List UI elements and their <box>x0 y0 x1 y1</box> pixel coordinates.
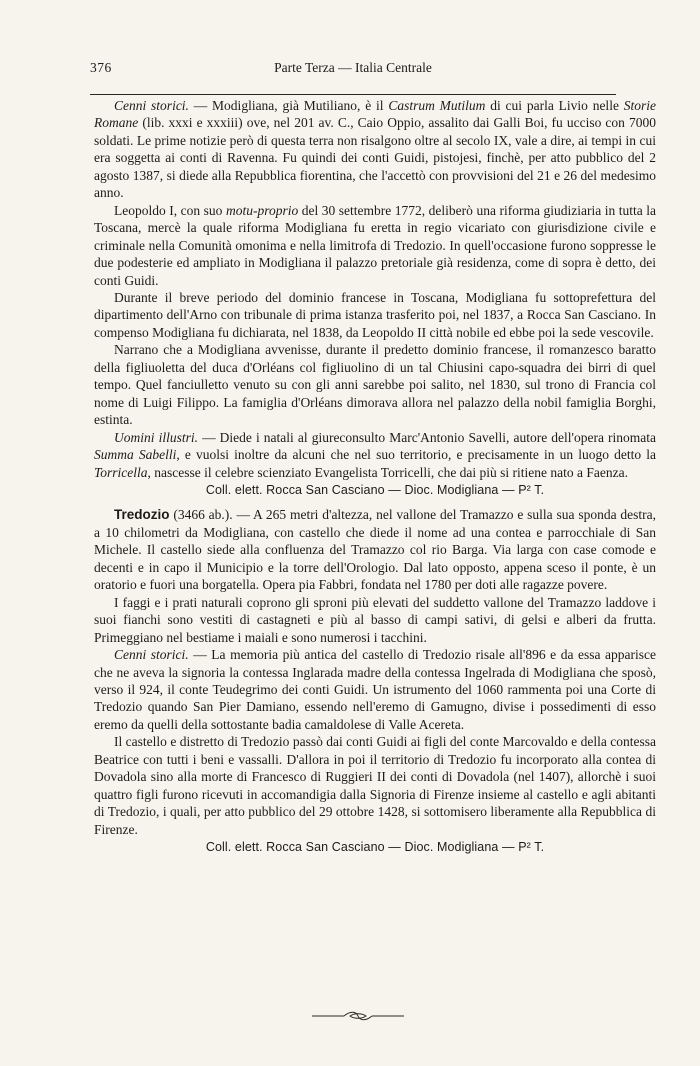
end-ornament-icon <box>310 1010 406 1022</box>
tredozio-cenni-storici: Cenni storici. — La memoria più antica del castello di Tredozio risale all'896 e da essa apparisce che ne aveva la signoria la contessa Inglarada madre della contessa Ingelrada di Modigliana che sposò, verso il 924, il conte Teudegrimo dei conti Guidi. Un istrumento del 1060 rammenta poi una Corte di Tredozio quando San Pier Damiano, essendo nell'eremo di Gamugno, divise i possedimenti di esso eremo da quelli della sottostante badia camaldolese di Valle Acereta. <box>94 647 656 732</box>
section-label: Cenni storici. <box>114 98 189 113</box>
entry-heading: Tredozio <box>114 507 170 523</box>
modigliana-collegio-line: Coll. elett. Rocca San Casciano — Dioc. Modigliana — P² T. <box>205 482 545 497</box>
section-label: Cenni storici. <box>114 647 189 663</box>
tredozio-faggi: I faggi e i prati naturali coprono gli sproni più elevati del suddetto vallone del Tramazzo laddove i suoi fianchi sono vestiti di castagneti e più al basso di campi sativi, di gelsi e alberi da frutta. Primeggiano nel bestiame i maiali e sono numerosi i tacchini. <box>94 594 656 645</box>
page-number: 376 <box>90 60 112 75</box>
header-rule <box>90 94 616 95</box>
section-label: Uomini illustri. <box>114 429 198 445</box>
modigliana-cenni-storici: Cenni storici. — Modigliana, già Mutiliano, è il Castrum Mutilum di cui parla Livio nelle Storie Romane (lib. xxxi e xxxiii) ove, nel 201 av. C., Caio Oppio, assalito dai Galli Boi, fu ucciso con 7000 soldati. Le prime notizie però di questa terra non risalgono oltre al secolo IX, vale a dire, ai tempi in cui era soggetta ai conti di Ravenna. Fu quindi dei conti Guidi, pistojesi, finchè, per atto pubblico del 2 agosto 1387, si diede alla Repubblica fiorentina, che l'accettò con provvisioni del 21 e 26 del medesimo anno. <box>94 98 656 201</box>
modigliana-baratto: Narrano che a Modigliana avvenisse, durante il predetto dominio francese, il romanzesco baratto della figliuoletta del duca d'Orléans col figliuolino di un tal Chiusini capo-squadra dei birri di quel tempo. Quel fanciulletto venuto su con gli anni sarebbe poi salito, nel 1830, sul trono di Francia col nome di Luigi Filippo. La famiglia d'Orléans dimorava allora nel palazzo della nobil famiglia Borghi, estinta. <box>94 342 656 428</box>
modigliana-dominio-francese: Durante il breve periodo del dominio francese in Toscana, Modigliana fu sottoprefettura del dipartimento dell'Arno con tribunale di prima istanza trasferito poi, nel 1837, a Rocca San Casciano. In compenso Modigliana fu dichiarata, nel 1838, da Leopoldo II città nobile ed ebbe poi la sede vescovile. <box>94 289 656 340</box>
tredozio-entry: Tredozio (3466 ab.). — A 265 metri d'altezza, nel vallone del Tramazzo e sulla sua sponda destra, a 10 chilometri da Modigliana, con castello che diede il nome ad una contea e parrocchiale di San Michele. Il castello siede alla confluenza del Tramazzo col rio Barga. Via larga con case comode e decenti e in capo il Municipio e la torre dell'Orologio. Dal lato opposto, appena sceso il ponte, è un oratorio e fuori una borgatella. Opera pia Fabbri, fondata nel 1780 per doti alle ragazze povere. <box>94 507 656 593</box>
modigliana-uomini-illustri: Uomini illustri. — Diede i natali al giureconsulto Marc'Antonio Savelli, autore dell'opera rinomata Summa Sabelli, e vuolsi inoltre da alcuni che nel suo territorio, e precisamente in un luogo detto la Torricella, nascesse il celebre scienziato Evangelista Torricelli, che dai più si ritiene nato a Faenza. <box>94 429 657 480</box>
running-title: Parte Terza — Italia Centrale <box>274 60 432 75</box>
modigliana-leopoldo: Leopoldo I, con suo motu-proprio del 30 settembre 1772, deliberò una riforma giudiziaria in tutta la Toscana, mercè la quale riforma Modigliana fu eretta in regio vicariato con giurisdizione civile e criminale nella Comunità omonima e nella limitrofa di Tredozio. In quell'occasione furono soppresse le due podesterie ed ampliato in Modigliana il palazzo pretoriale già residenza, come di sopra è detto, dei conti Guidi. <box>94 202 656 288</box>
page-body <box>94 97 656 856</box>
tredozio-collegio-line: Coll. elett. Rocca San Casciano — Dioc. Modigliana — P² T. <box>205 840 545 855</box>
running-header <box>90 56 616 80</box>
tredozio-castello: Il castello e distretto di Tredozio passò dai conti Guidi ai figli del conte Marcovaldo e della contessa Beatrice con tutti i beni e vassalli. D'allora in poi il territorio di Tredozio fu incorporato alla contea di Dovadola sino alla morte di Francesco di Ruggieri II dei conti di Dovadola (nel 1407), allorchè i suoi quattro figli furono ricevuti in accomandigia dalla Signoria di Firenze insieme al castello e agli abitanti di Tredozio, i quali, per atto pubblico del 29 ottobre 1428, si sottomisero liberamente alla Repubblica di Firenze. <box>94 734 656 837</box>
